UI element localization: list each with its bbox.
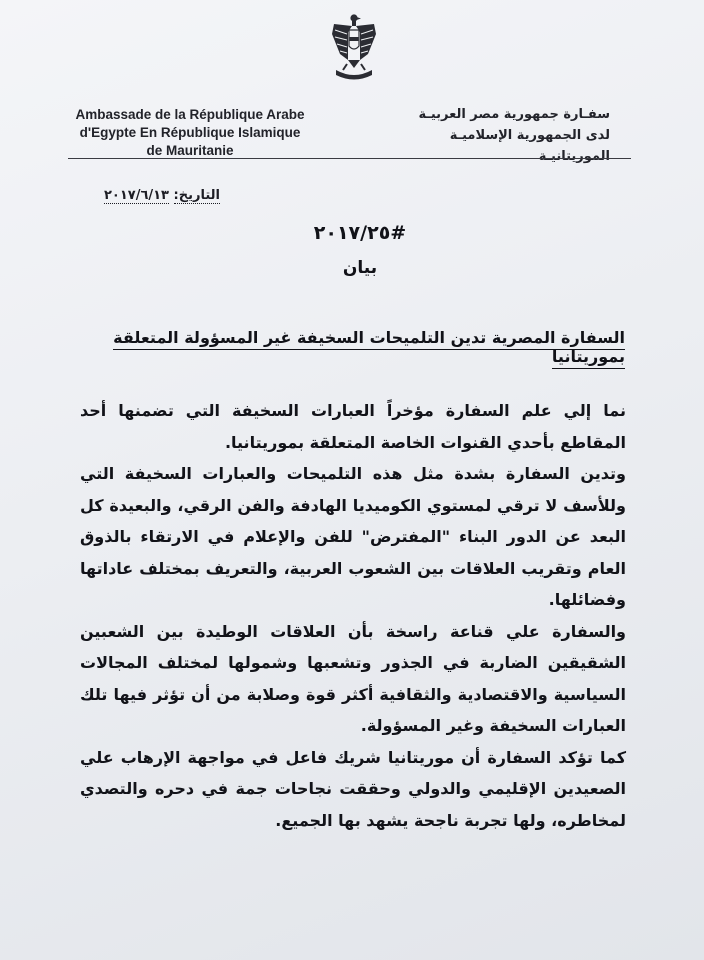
arabic-header-line: لدى الجمهورية الإسلاميـة الموريتانيـة <box>449 128 610 164</box>
document-date <box>80 188 220 203</box>
body-paragraph: وتدين السفارة بشدة مثل هذه التلميحات والعبارات السخيفة التي وللأسف لا ترقي لمستوي الكوميديا الهادفة والفن الرقي، والبعيدة كل البعد عن الدور البناء "المفترض" للفن والإعلام في الارتقاء بالذوق العام وتقريب العلاقات بين الشعوب العربية، والتعريف بمختلف عاداتها وفضائلها. <box>80 464 626 609</box>
french-header-line: Ambassade de la République Arabe <box>75 107 305 122</box>
body-paragraph: كما تؤكد السفارة أن موريتانيا شريك فاعل في مواجهة الإرهاب علي الصعيدين الإقليمي والدولي وحققت نجاحات جمة في دحره والتصدي لمخاطره، ولها تجربة ناجحة يشهد بها الجميع. <box>80 747 626 830</box>
french-header-line: d'Egypte En République Islamique <box>79 125 301 140</box>
body-paragraph: نما إلي علم السفارة مؤخراً العبارات السخيفة التي تضمنها أحد المقاطع بأحدي القنوات الخاصة المتعلقة بموريتانيا. <box>80 401 626 452</box>
document-type-title: بيان <box>342 258 378 278</box>
date-label: التاريخ: <box>173 188 220 203</box>
french-header <box>70 106 310 160</box>
french-header-line: de Mauritanie <box>146 143 234 158</box>
subject-heading <box>80 328 625 366</box>
subject-text: السفارة المصرية تدين التلميحات السخيفة غير المسؤولة المتعلقة بموريتانيا <box>113 328 625 369</box>
header-divider <box>68 158 631 159</box>
date-value: ٢٠١٧/٦/١٣ <box>103 188 169 203</box>
statement-body <box>80 395 626 836</box>
eagle-emblem-icon <box>330 10 378 80</box>
body-paragraph: والسفارة علي قناعة راسخة بأن العلاقات الوطيدة بين الشعبين الشقيقين الضاربة في الجذور وتشعبها وشمولها لمختلف المجالات السياسية والاقتصادية والثقافية أكثر قوة وصلابة من أن تؤثر فيها تلك العبارات السخيفة وغير المسؤولة. <box>80 621 626 735</box>
reference-number: #٢٠١٧/٢٥ <box>313 222 407 244</box>
arabic-header-line: سفـارة جمهورية مصر العربيـة <box>418 107 610 122</box>
